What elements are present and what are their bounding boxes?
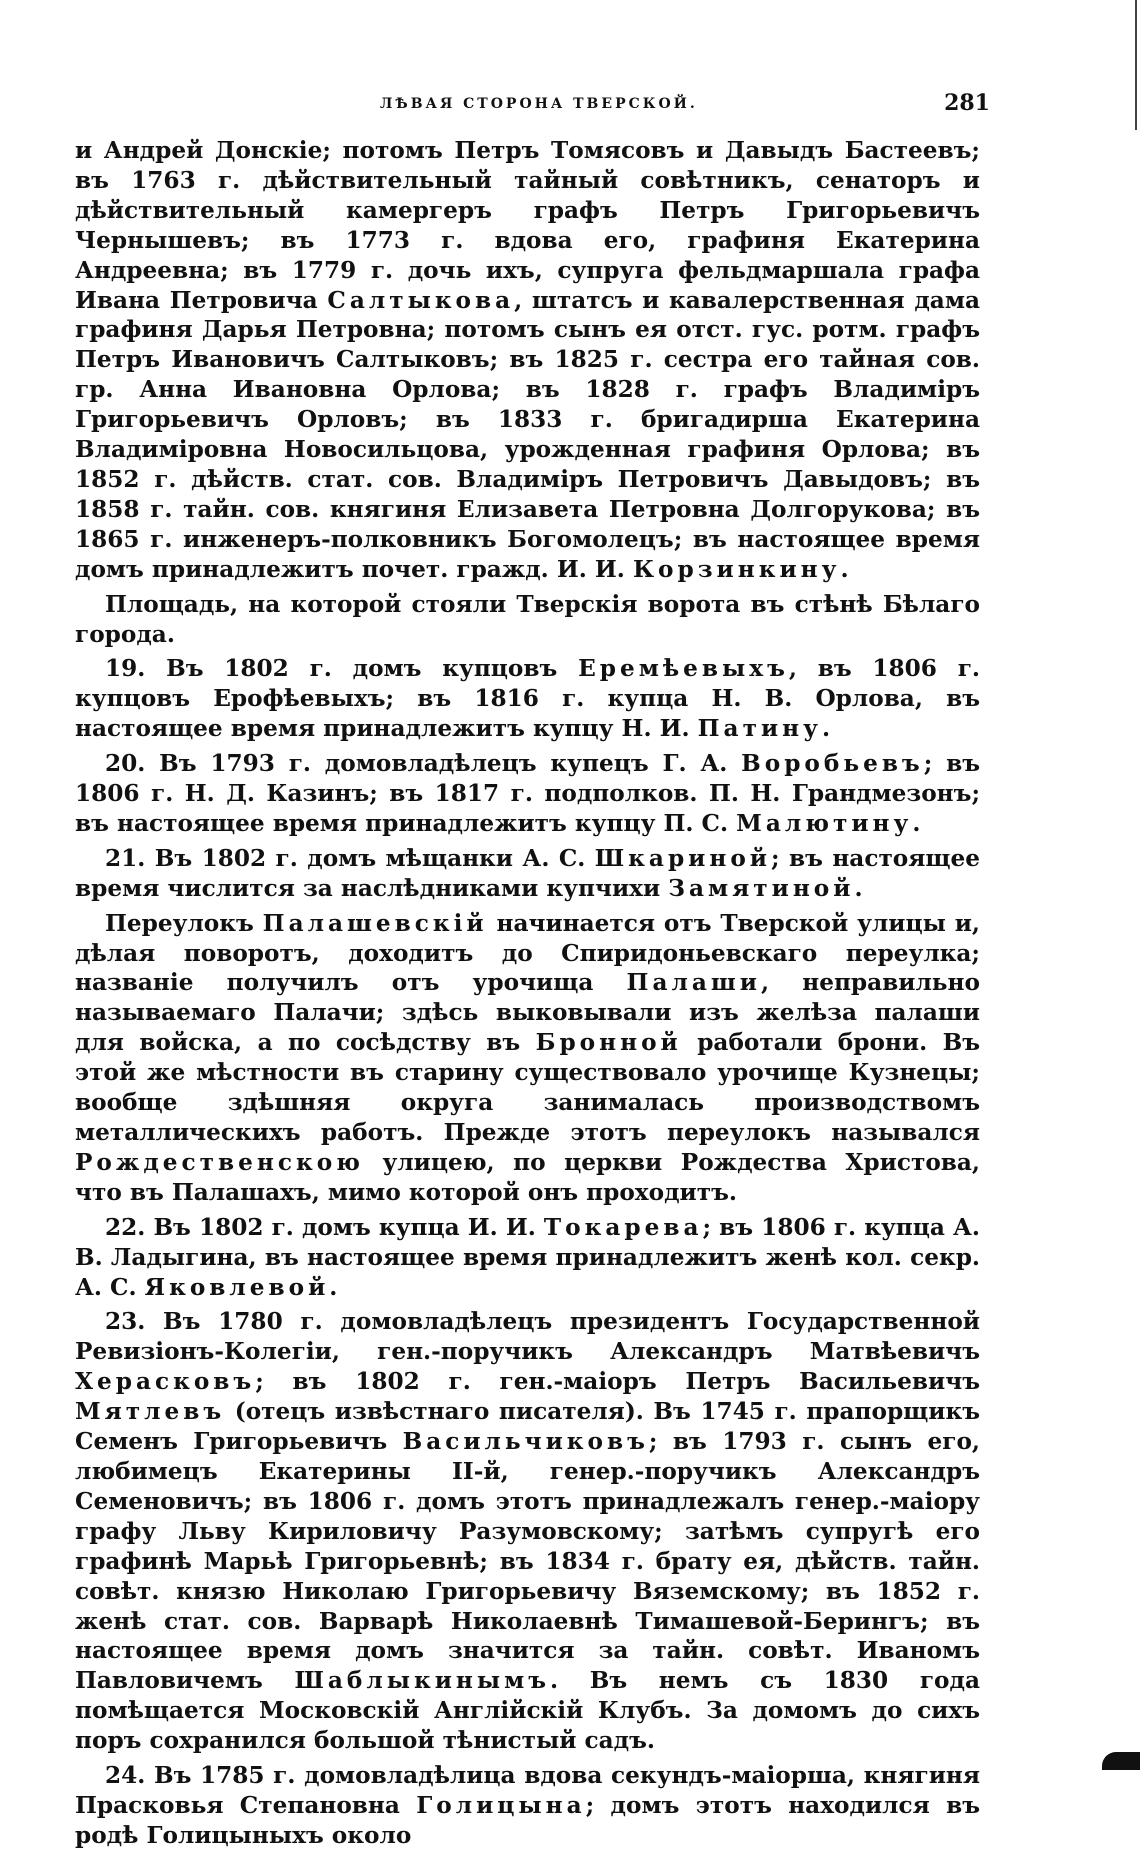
spaced-name: Рождественскою xyxy=(75,1148,364,1176)
spaced-name: Яковлевой xyxy=(144,1273,330,1301)
spaced-name: Шаблыкинымъ xyxy=(294,1667,551,1695)
paragraph xyxy=(75,1213,980,1303)
spaced-name: Бронной xyxy=(535,1029,682,1057)
text-run: 19. Въ 1802 г. домъ купцовъ xyxy=(105,655,579,683)
text-run: , штатсъ и кавалерственная дама графиня Дарья Петровна; потомъ сынъ ея отст. гус. ротм. графъ Петръ Ивановичъ Салтыковъ; въ 1825 г. сестра его тайная сов. гр. Анна Ивановна Орлова; въ 1828 г. графъ Владиміръ Григорьевичъ Орловъ; въ 1833 г. бригадирша Екатерина Владиміровна Новосильцова, урожденная графиня Орлова; въ 1852 г. дѣйств. стат. сов. Владиміръ Петровичъ Давыдовъ; въ 1858 г. тайн. сов. княгиня Елизавета Петровна Долгорукова; въ 1865 г. инженеръ-полковникъ Богомолецъ; въ настоящее время домъ принадлежитъ почет. гражд. И. И. xyxy=(75,286,980,583)
text-run: ; въ 1806 г. купца А. В. Ладыгина, въ настоящее время принадлежитъ женѣ кол. секр. А. С. xyxy=(75,1213,980,1301)
spaced-name: Салтыкова xyxy=(327,286,515,314)
text-run: . xyxy=(840,555,849,583)
spaced-name: Еремѣевыхъ xyxy=(578,655,789,683)
text-run: ; домъ этотъ находился въ родѣ Голицыныхъ около xyxy=(75,1791,980,1849)
spaced-name: Коpзинкину xyxy=(632,555,841,583)
spaced-name: Шкариной xyxy=(594,844,772,872)
spaced-name: Малютину xyxy=(736,809,913,837)
text-run: 22. Въ 1802 г. домъ купца И. И. xyxy=(105,1213,544,1241)
scan-corner-mark xyxy=(1102,1752,1140,1770)
text-run: начинается отъ Тверской улицы и, дѣлая поворотъ, доходитъ до Спиридоньевскаго переулка; названіе получилъ отъ урочища xyxy=(75,909,980,997)
text-run: ; въ настоящее время числится за наслѣдниками купчихи xyxy=(75,844,981,902)
text-run: ; въ 1802 г. ген.-маіоръ Петръ Васильевичъ xyxy=(255,1368,980,1396)
paragraph xyxy=(75,1307,980,1756)
spaced-name: Палашевскій xyxy=(262,909,488,937)
text-run: . xyxy=(854,874,863,902)
text-run: 20. Въ 1793 г. домовладѣлецъ купецъ Г. А. xyxy=(105,750,742,778)
text-run: , въ 1806 г. купцовъ Ерофѣевыхъ; въ 1816 г. купца Н. В. Орлова, въ настоящее время принадлежитъ купцу Н. И. xyxy=(75,655,980,743)
text-run: . xyxy=(329,1273,338,1301)
text-run: 23. Въ 1780 г. домовладѣлецъ президентъ Государственной Ревизіонъ-Колегіи, ген.-поручикъ Александръ Матвѣевичъ xyxy=(75,1308,980,1366)
text-run: улицею, по церкви Рождества Христова, что въ Палашахъ, мимо которой онъ проходитъ. xyxy=(75,1148,980,1206)
scan-edge-line xyxy=(1135,0,1137,130)
page-number: 281 xyxy=(944,90,990,116)
text-run: (отецъ извѣстнаго писателя). Въ 1745 г. прапорщикъ Семенъ Григорьевичъ xyxy=(75,1398,980,1456)
text-run: Переулокъ xyxy=(105,909,263,937)
spaced-name: Палаши xyxy=(626,969,761,997)
spaced-name: Замятиной xyxy=(668,874,855,902)
paragraph xyxy=(75,749,980,839)
spaced-name: Воробьевъ xyxy=(741,750,924,778)
text-run: работали брони. Въ этой же мѣстности въ старину существовало урочище Кузнецы; вообще здѣшняя округа занималась производствомъ металлическихъ работъ. Прежде этотъ переулокъ назывался xyxy=(75,1029,980,1146)
text-run: 24. Въ 1785 г. домовладѣлица вдова секундъ-маіорша, княгиня Прасковья Степановна xyxy=(75,1762,980,1819)
paragraph xyxy=(75,909,980,1208)
text-run: и Андрей Донскіе; потомъ Петръ Томясовъ и Давыдъ Бастеевъ; въ 1763 г. дѣйствительный тайный совѣтникъ, сенаторъ и дѣйствительный камергеръ графъ Петръ Григорьевичъ Чернышевъ; въ 1773 г. вдова его, графиня Екатерина Андреевна; въ 1779 г. дочь ихъ, супруга фельдмаршала графа Ивана Петровича xyxy=(75,137,980,314)
paragraph xyxy=(75,654,980,744)
text-run: Площадь, на которой стояли Тверскія ворота въ стѣнѣ Бѣлаго города. xyxy=(75,590,980,648)
running-head: ЛѢВАЯ СТОРОНА ТВЕРСКОЙ. xyxy=(380,96,698,112)
text-run: . xyxy=(912,809,921,837)
spaced-name: Херасковъ xyxy=(75,1368,256,1396)
spaced-name: Голицына xyxy=(416,1791,586,1819)
paragraph xyxy=(75,1761,980,1851)
text-run: . xyxy=(821,715,831,743)
text-run: . Въ немъ съ 1830 года помѣщается Московскій Англійскій Клубъ. За домомъ до сихъ поръ сохранился большой тѣнистый садъ. xyxy=(75,1667,980,1755)
paragraph xyxy=(75,136,980,585)
body-text xyxy=(75,136,980,1856)
text-run: 21. Въ 1802 г. домъ мѣщанки А. С. xyxy=(105,844,595,872)
paragraph xyxy=(75,844,980,904)
spaced-name: Патину xyxy=(697,715,822,743)
text-run: , неправильно называемаго Палачи; здѣсь выковывали изъ желѣза палаши для войска, а по сосѣдству въ xyxy=(75,969,980,1057)
spaced-name: Мятлевъ xyxy=(75,1398,226,1426)
paragraph xyxy=(75,590,980,650)
spaced-name: Васильчиковъ xyxy=(402,1428,649,1456)
text-run: ; въ 1806 г. Н. Д. Казинъ; въ 1817 г. подполков. П. Н. Грандмезонъ; въ настоящее время принадлежитъ купцу П. С. xyxy=(75,750,981,837)
text-run: ; въ 1793 г. сынъ его, любимецъ Екатерины II-й, генер.-поручикъ Александръ Семеновичъ; въ 1806 г. домъ этотъ принадлежалъ генер.-маіору графу Льву Кириловичу Разумовскому; затѣмъ супругѣ его графинѣ Марьѣ Григорьевнѣ; въ 1834 г. брату ея, дѣйств. тайн. совѣт. князю Николаю Григорьевичу Вяземскому; въ 1852 г. женѣ стат. сов. Варварѣ Николаевнѣ Тимашевой-Берингъ; въ настоящее время домъ значится за тайн. совѣт. Иваномъ Павловичемъ xyxy=(75,1428,981,1695)
spaced-name: Токарева xyxy=(543,1213,703,1241)
